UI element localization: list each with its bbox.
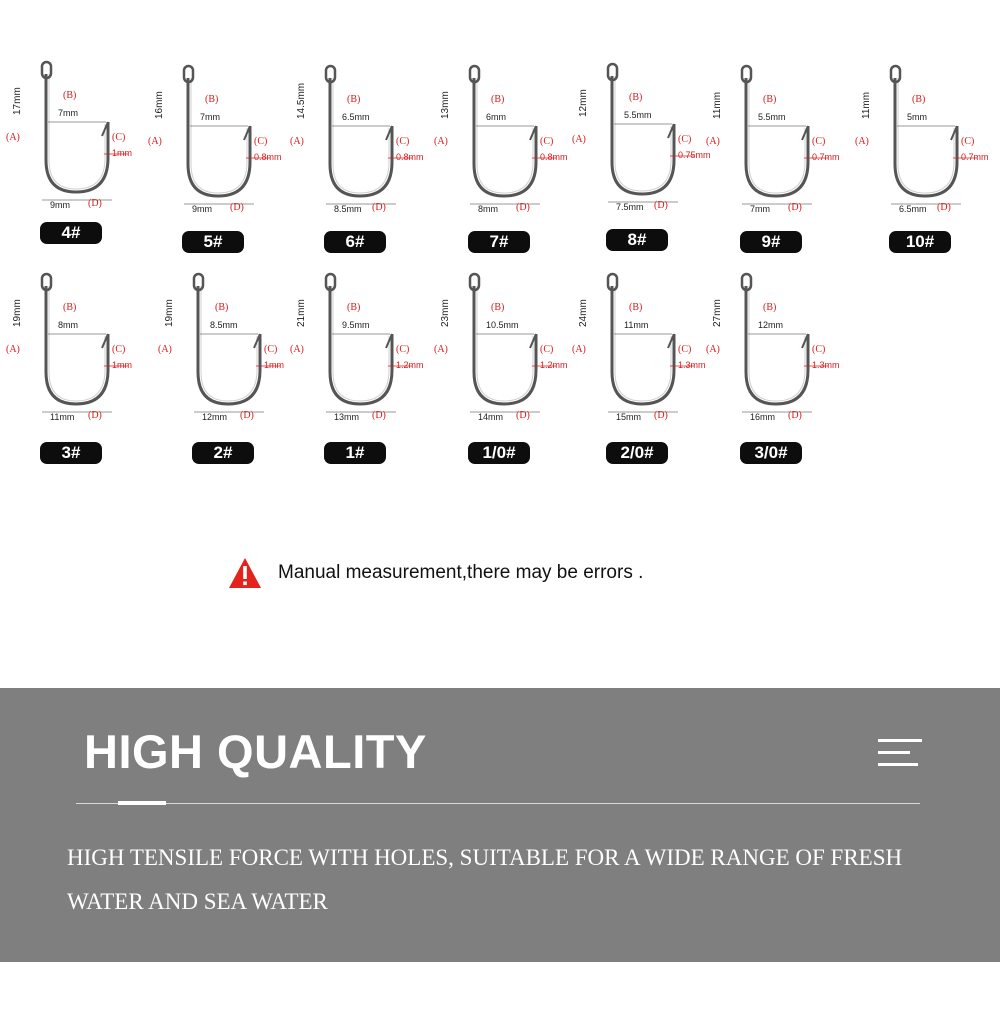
width-value: 8.5mm <box>334 204 362 214</box>
gap-value: 9.5mm <box>342 320 370 330</box>
width-value: 7.5mm <box>616 202 644 212</box>
fishing-hook-icon <box>6 272 146 412</box>
hook-shank <box>330 286 392 404</box>
label-c: (C) <box>112 132 126 143</box>
label-c: (C) <box>540 344 554 355</box>
fishing-hook-icon <box>290 64 430 204</box>
length-value: 23mm <box>440 299 451 327</box>
size-badge: 10# <box>889 231 951 253</box>
label-d: (D) <box>88 198 102 209</box>
label-b: (B) <box>205 94 219 105</box>
hook-card <box>706 64 846 264</box>
gap-value: 5.5mm <box>758 112 786 122</box>
label-c: (C) <box>396 136 410 147</box>
label-b: (B) <box>215 302 229 313</box>
hook-shank <box>474 78 536 196</box>
gap-value: 11mm <box>624 320 649 330</box>
thickness-value: 1mm <box>264 360 284 370</box>
label-d: (D) <box>516 410 530 421</box>
thickness-value: 0.75mm <box>678 150 711 160</box>
length-value: 16mm <box>154 91 165 119</box>
gap-value: 10.5mm <box>486 320 519 330</box>
hook-shank <box>46 286 108 404</box>
thickness-value: 0.8mm <box>396 152 424 162</box>
hook-card <box>6 60 146 260</box>
hook-card <box>148 64 288 264</box>
hook-highlight <box>333 286 389 401</box>
label-b: (B) <box>63 90 77 101</box>
width-value: 9mm <box>50 200 70 210</box>
length-value: 11mm <box>712 91 723 119</box>
fishing-hook-icon <box>434 272 574 412</box>
hook-highlight <box>749 78 805 193</box>
gap-value: 7mm <box>58 108 78 118</box>
width-value: 7mm <box>750 204 770 214</box>
label-a: (A) <box>290 344 304 355</box>
label-a: (A) <box>434 344 448 355</box>
label-c: (C) <box>678 134 692 145</box>
hook-card <box>434 64 574 264</box>
label-b: (B) <box>491 302 505 313</box>
label-a: (A) <box>572 344 586 355</box>
label-b: (B) <box>629 92 643 103</box>
hook-highlight <box>898 78 954 193</box>
label-c: (C) <box>678 344 692 355</box>
label-d: (D) <box>788 410 802 421</box>
label-d: (D) <box>230 202 244 213</box>
label-a: (A) <box>148 136 162 147</box>
title-divider <box>76 803 920 804</box>
width-value: 12mm <box>202 412 228 422</box>
hook-card <box>572 62 712 262</box>
label-a: (A) <box>6 132 20 143</box>
size-badge: 8# <box>606 229 668 251</box>
label-c: (C) <box>396 344 410 355</box>
title-divider-accent <box>118 801 166 805</box>
label-c: (C) <box>264 344 278 355</box>
thickness-value: 0.8mm <box>540 152 568 162</box>
label-c: (C) <box>812 344 826 355</box>
fishing-hook-icon <box>290 272 430 412</box>
label-c: (C) <box>540 136 554 147</box>
hook-highlight <box>191 78 247 193</box>
hook-shank <box>46 74 108 192</box>
gap-value: 12mm <box>758 320 784 330</box>
hook-highlight <box>477 286 533 401</box>
hook-highlight <box>333 78 389 193</box>
width-value: 16mm <box>750 412 776 422</box>
label-d: (D) <box>788 202 802 213</box>
label-b: (B) <box>912 94 926 105</box>
label-d: (D) <box>654 410 668 421</box>
label-b: (B) <box>763 94 777 105</box>
warning-triangle-icon <box>228 557 262 589</box>
label-a: (A) <box>706 136 720 147</box>
hook-size-chart <box>0 0 1000 470</box>
length-value: 17mm <box>12 87 23 115</box>
thickness-value: 1.3mm <box>678 360 706 370</box>
hook-shank <box>612 76 674 194</box>
thickness-value: 1.3mm <box>812 360 840 370</box>
size-badge: 7# <box>468 231 530 253</box>
length-value: 27mm <box>712 299 723 327</box>
hook-shank <box>474 286 536 404</box>
hook-highlight <box>615 286 671 401</box>
thickness-value: 1.2mm <box>396 360 424 370</box>
size-badge: 6# <box>324 231 386 253</box>
label-d: (D) <box>654 200 668 211</box>
label-a: (A) <box>434 136 448 147</box>
menu-lines-icon <box>878 738 922 768</box>
width-value: 15mm <box>616 412 642 422</box>
hook-card <box>290 64 430 264</box>
length-value: 21mm <box>296 299 307 327</box>
width-value: 14mm <box>478 412 504 422</box>
label-b: (B) <box>763 302 777 313</box>
fishing-hook-icon <box>855 64 995 204</box>
size-badge: 3# <box>40 442 102 464</box>
hook-highlight <box>201 286 257 401</box>
width-value: 13mm <box>334 412 360 422</box>
size-badge: 5# <box>182 231 244 253</box>
hook-shank <box>895 78 957 196</box>
hook-highlight <box>477 78 533 193</box>
width-value: 8mm <box>478 204 498 214</box>
label-a: (A) <box>6 344 20 355</box>
width-value: 6.5mm <box>899 204 927 214</box>
gap-value: 6mm <box>486 112 506 122</box>
size-badge: 3/0# <box>740 442 802 464</box>
quality-description: HIGH TENSILE FORCE WITH HOLES, SUITABLE FOR A WIDE RANGE OF FRESH WATER AND SEA WATER <box>67 845 903 914</box>
label-a: (A) <box>572 134 586 145</box>
size-badge: 2/0# <box>606 442 668 464</box>
fishing-hook-icon <box>158 272 298 412</box>
length-value: 24mm <box>578 299 589 327</box>
label-d: (D) <box>937 202 951 213</box>
label-b: (B) <box>347 94 361 105</box>
label-b: (B) <box>347 302 361 313</box>
label-c: (C) <box>961 136 975 147</box>
fishing-hook-icon <box>434 64 574 204</box>
hook-shank <box>746 286 808 404</box>
hook-card <box>706 272 846 472</box>
length-value: 11mm <box>861 91 872 119</box>
label-c: (C) <box>812 136 826 147</box>
label-d: (D) <box>88 410 102 421</box>
quality-title: HIGH QUALITY <box>84 725 427 778</box>
size-badge: 4# <box>40 222 102 244</box>
hook-card <box>6 272 146 472</box>
length-value: 14.5mm <box>296 82 307 119</box>
label-a: (A) <box>855 136 869 147</box>
size-badge: 2# <box>192 442 254 464</box>
hook-highlight <box>49 286 105 401</box>
fishing-hook-icon <box>6 60 146 200</box>
fishing-hook-icon <box>706 64 846 204</box>
fishing-hook-icon <box>572 272 712 412</box>
label-d: (D) <box>372 410 386 421</box>
hook-card <box>572 272 712 472</box>
length-value: 12mm <box>578 89 589 117</box>
width-value: 11mm <box>50 412 75 422</box>
thickness-value: 0.7mm <box>812 152 840 162</box>
gap-value: 6.5mm <box>342 112 370 122</box>
warning-text: Manual measurement,there may be errors . <box>278 562 644 583</box>
size-badge: 1/0# <box>468 442 530 464</box>
hook-shank <box>198 286 260 404</box>
size-badge: 9# <box>740 231 802 253</box>
thickness-value: 1mm <box>112 360 132 370</box>
measurement-warning <box>228 555 643 591</box>
label-c: (C) <box>112 344 126 355</box>
hook-shank <box>746 78 808 196</box>
label-b: (B) <box>63 302 77 313</box>
hook-card <box>290 272 430 472</box>
label-b: (B) <box>491 94 505 105</box>
label-d: (D) <box>372 202 386 213</box>
label-c: (C) <box>254 136 268 147</box>
thickness-value: 0.8mm <box>254 152 282 162</box>
hook-shank <box>330 78 392 196</box>
gap-value: 5.5mm <box>624 110 652 120</box>
hook-card <box>434 272 574 472</box>
gap-value: 5mm <box>907 112 927 122</box>
fishing-hook-icon <box>148 64 288 204</box>
hook-shank <box>612 286 674 404</box>
gap-value: 8.5mm <box>210 320 238 330</box>
thickness-value: 1.2mm <box>540 360 568 370</box>
hook-highlight <box>49 74 105 189</box>
fishing-hook-icon <box>706 272 846 412</box>
thickness-value: 1mm <box>112 148 132 158</box>
high-quality-banner <box>0 688 1000 962</box>
label-d: (D) <box>240 410 254 421</box>
hook-card <box>855 64 995 264</box>
gap-value: 8mm <box>58 320 78 330</box>
size-badge: 1# <box>324 442 386 464</box>
hook-shank <box>188 78 250 196</box>
length-value: 13mm <box>440 91 451 119</box>
length-value: 19mm <box>12 299 23 327</box>
label-a: (A) <box>706 344 720 355</box>
width-value: 9mm <box>192 204 212 214</box>
label-a: (A) <box>290 136 304 147</box>
hook-card <box>158 272 298 472</box>
hook-highlight <box>749 286 805 401</box>
hook-highlight <box>615 76 671 191</box>
thickness-value: 0.7mm <box>961 152 989 162</box>
label-a: (A) <box>158 344 172 355</box>
gap-value: 7mm <box>200 112 220 122</box>
length-value: 19mm <box>164 299 175 327</box>
label-b: (B) <box>629 302 643 313</box>
fishing-hook-icon <box>572 62 712 202</box>
label-d: (D) <box>516 202 530 213</box>
